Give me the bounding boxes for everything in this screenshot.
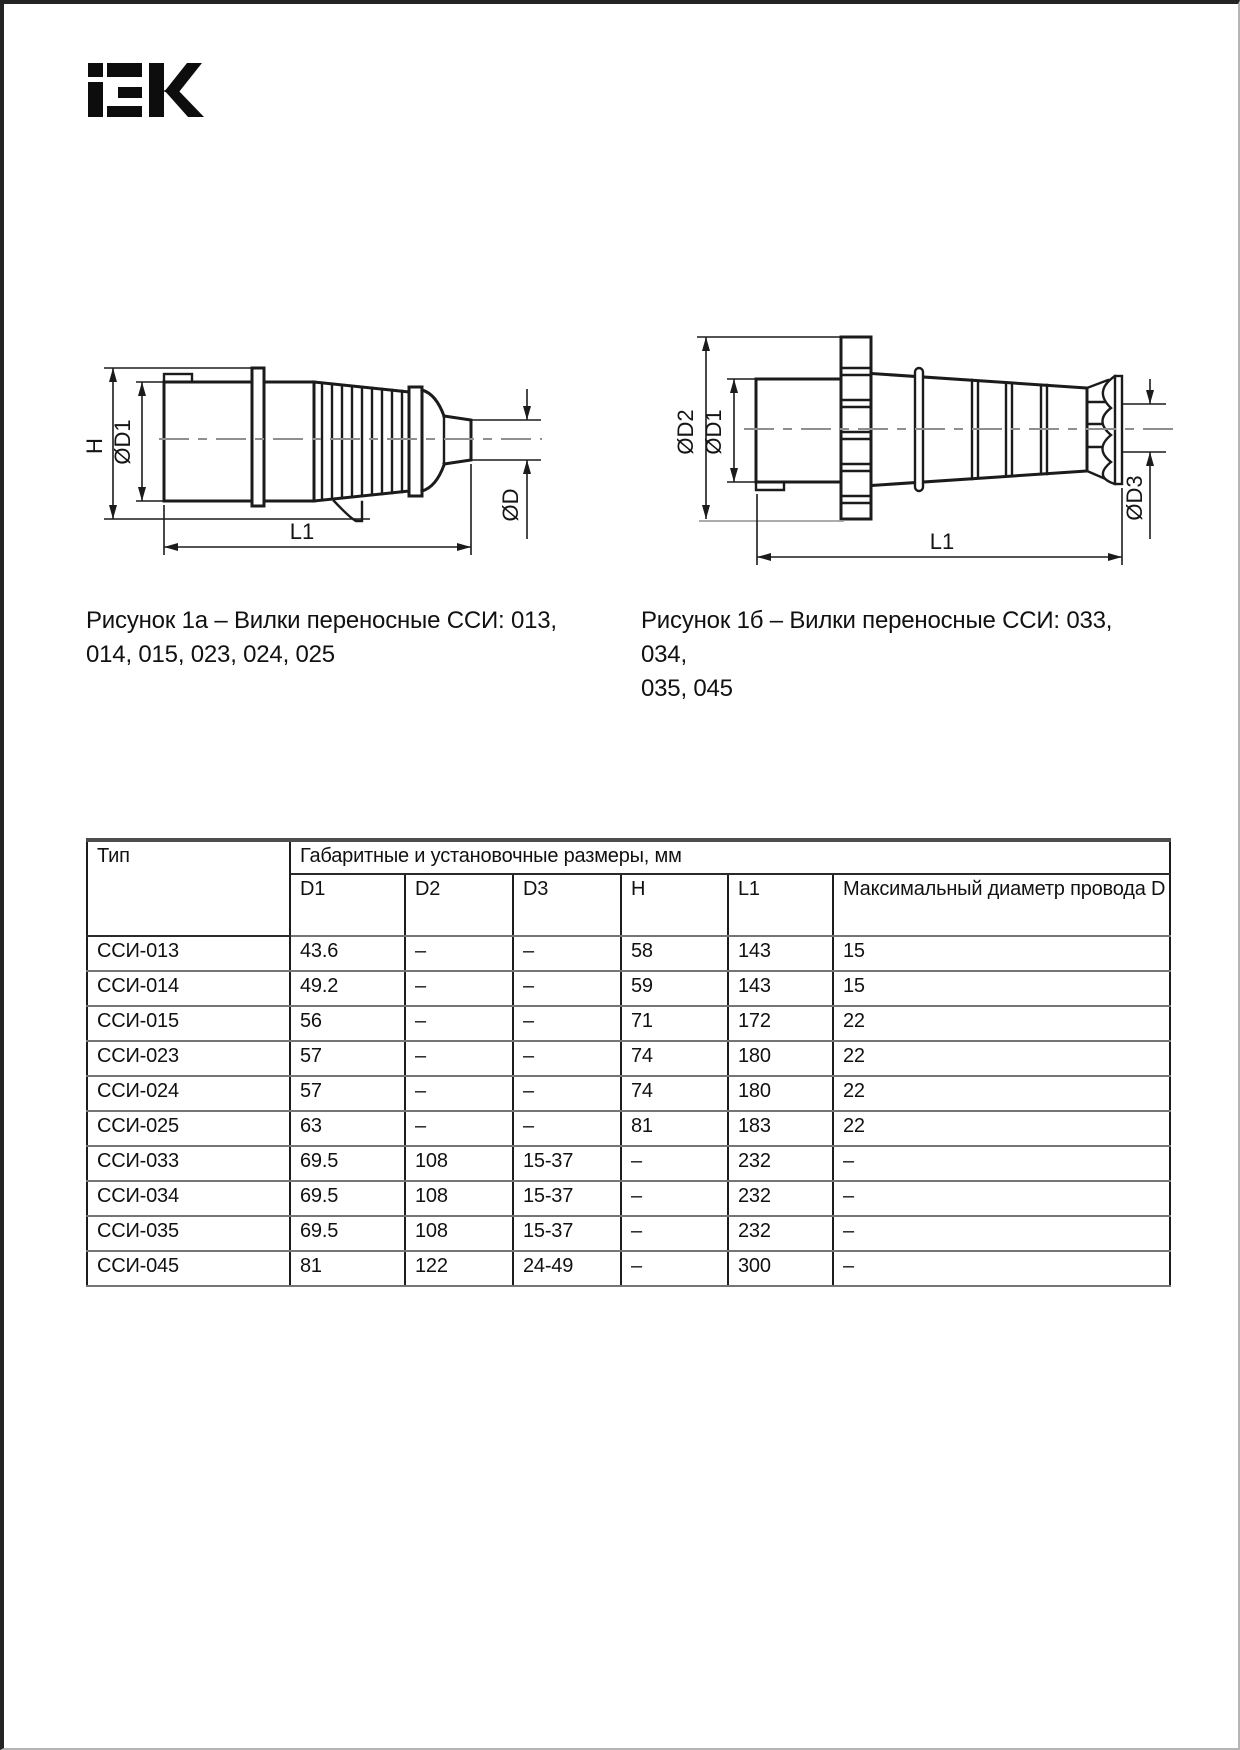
- cell-maxd: –: [833, 1251, 1170, 1286]
- cell-d2: –: [405, 936, 513, 971]
- cell-l1: 180: [728, 1076, 833, 1111]
- table-row: [87, 1006, 1170, 1041]
- cell-d2: –: [405, 971, 513, 1006]
- cell-type: ССИ-014: [87, 971, 290, 1006]
- d1-dimension-label-1a: ØD1: [110, 419, 135, 465]
- figure-1a-caption-line1: Рисунок 1а – Вилки переносные ССИ: 013,: [86, 607, 557, 634]
- cell-d3: 24-49: [513, 1251, 621, 1286]
- plug-1a-collar: [409, 387, 422, 496]
- table-row: [87, 1181, 1170, 1216]
- figure-1a-caption-line2: 014, 015, 023, 024, 025: [86, 641, 335, 668]
- dimensions-table: [86, 838, 1171, 1287]
- cell-l1: 232: [728, 1181, 833, 1216]
- dimension-D1-1a: [110, 382, 166, 501]
- cell-maxd: 22: [833, 1041, 1170, 1076]
- cell-d3: –: [513, 971, 621, 1006]
- dimensions-table-wrapper: [86, 838, 1171, 1287]
- cell-type: ССИ-035: [87, 1216, 290, 1251]
- cell-h: 59: [621, 971, 728, 1006]
- cell-d1: 49.2: [290, 971, 405, 1006]
- cell-d1: 69.5: [290, 1216, 405, 1251]
- col-header-h: H: [621, 874, 728, 936]
- cell-h: 74: [621, 1041, 728, 1076]
- figure-1b-caption-line1: Рисунок 1б – Вилки переносные ССИ: 033, 034,: [641, 607, 1113, 668]
- dimension-L1-1a: [164, 464, 471, 555]
- cell-maxd: –: [833, 1181, 1170, 1216]
- cell-d2: 108: [405, 1216, 513, 1251]
- cell-d3: –: [513, 1111, 621, 1146]
- table-row: [87, 936, 1170, 971]
- cell-h: 71: [621, 1006, 728, 1041]
- cell-type: ССИ-025: [87, 1111, 290, 1146]
- cell-d1: 57: [290, 1076, 405, 1111]
- dimension-L1-1b: [757, 488, 1122, 565]
- cell-h: –: [621, 1181, 728, 1216]
- cell-maxd: 15: [833, 936, 1170, 971]
- cell-l1: 300: [728, 1251, 833, 1286]
- cell-d1: 56: [290, 1006, 405, 1041]
- iek-logo-glyphs: [88, 63, 204, 117]
- cell-d2: 108: [405, 1146, 513, 1181]
- cell-maxd: –: [833, 1146, 1170, 1181]
- cell-maxd: 22: [833, 1006, 1170, 1041]
- cell-l1: 143: [728, 971, 833, 1006]
- d-dimension-label-1a: ØD: [498, 488, 523, 522]
- cell-d3: 15-37: [513, 1181, 621, 1216]
- cell-d2: –: [405, 1041, 513, 1076]
- cell-d2: –: [405, 1111, 513, 1146]
- col-header-l1: L1: [728, 874, 833, 936]
- d3-dimension-label-1b: ØD3: [1122, 475, 1147, 521]
- col-header-d1: D1: [290, 874, 405, 936]
- cell-l1: 180: [728, 1041, 833, 1076]
- cell-l1: 143: [728, 936, 833, 971]
- cell-d1: 63: [290, 1111, 405, 1146]
- cell-d1: 69.5: [290, 1146, 405, 1181]
- cell-d2: –: [405, 1006, 513, 1041]
- table-row: [87, 1251, 1170, 1286]
- cell-maxd: 15: [833, 971, 1170, 1006]
- cell-d2: 122: [405, 1251, 513, 1286]
- cell-maxd: 22: [833, 1111, 1170, 1146]
- cell-h: –: [621, 1251, 728, 1286]
- d1-dimension-label-1b: ØD1: [701, 409, 726, 455]
- cell-type: ССИ-045: [87, 1251, 290, 1286]
- dimension-D3-1b: [1122, 379, 1166, 539]
- cell-d1: 57: [290, 1041, 405, 1076]
- plug-1a-hook: [334, 501, 362, 521]
- cell-maxd: –: [833, 1216, 1170, 1251]
- cell-d3: 15-37: [513, 1216, 621, 1251]
- dimension-D-1a: [471, 389, 541, 539]
- cell-type: ССИ-023: [87, 1041, 290, 1076]
- figure-1b-caption-line2: 035, 045: [641, 675, 733, 702]
- cell-d1: 69.5: [290, 1181, 405, 1216]
- dimension-D1-1b: [701, 379, 757, 482]
- cell-type: ССИ-015: [87, 1006, 290, 1041]
- plug-1a-body: [164, 368, 471, 521]
- d2-dimension-label-1b: ØD2: [673, 409, 698, 455]
- col-header-max-wire-diameter: Максимальный диаметр провода D: [833, 874, 1170, 936]
- cell-d3: –: [513, 1006, 621, 1041]
- cell-l1: 232: [728, 1216, 833, 1251]
- table-row: [87, 1041, 1170, 1076]
- figure-1b-caption: [641, 604, 1161, 706]
- cell-h: –: [621, 1216, 728, 1251]
- figure-1a-drawing: [82, 289, 544, 579]
- table-row: [87, 1216, 1170, 1251]
- table-row: [87, 971, 1170, 1006]
- cell-type: ССИ-034: [87, 1181, 290, 1216]
- cell-l1: 232: [728, 1146, 833, 1181]
- table-row: [87, 1111, 1170, 1146]
- cell-maxd: 22: [833, 1076, 1170, 1111]
- plug-1b-flare-plate: [1115, 376, 1122, 484]
- h-dimension-label: H: [82, 438, 107, 454]
- cell-h: 74: [621, 1076, 728, 1111]
- group-header-dimensions: Габаритные и установочные размеры, мм: [290, 840, 1170, 874]
- cell-type: ССИ-013: [87, 936, 290, 971]
- cell-h: –: [621, 1146, 728, 1181]
- cell-d1: 81: [290, 1251, 405, 1286]
- cell-d3: –: [513, 1041, 621, 1076]
- cell-l1: 183: [728, 1111, 833, 1146]
- cell-h: 81: [621, 1111, 728, 1146]
- cell-type: ССИ-024: [87, 1076, 290, 1111]
- cell-d2: 108: [405, 1181, 513, 1216]
- cell-d3: –: [513, 1076, 621, 1111]
- cell-d1: 43.6: [290, 936, 405, 971]
- table-row: [87, 1146, 1170, 1181]
- figure-1b-drawing: [624, 284, 1184, 579]
- plug-1a-flange: [252, 368, 264, 506]
- cell-type: ССИ-033: [87, 1146, 290, 1181]
- cell-l1: 172: [728, 1006, 833, 1041]
- iek-logo: [88, 63, 204, 117]
- plug-1a-ribs: [322, 383, 402, 500]
- col-header-d2: D2: [405, 874, 513, 936]
- figure-1a-caption: [86, 604, 606, 672]
- col-header-type: Тип: [87, 840, 290, 936]
- cell-d3: –: [513, 936, 621, 971]
- cell-h: 58: [621, 936, 728, 971]
- l1-dimension-label-1a: L1: [289, 519, 315, 544]
- table-row: [87, 1076, 1170, 1111]
- l1-dimension-label-1b: L1: [929, 529, 955, 554]
- cell-d3: 15-37: [513, 1146, 621, 1181]
- col-header-d3: D3: [513, 874, 621, 936]
- cell-d2: –: [405, 1076, 513, 1111]
